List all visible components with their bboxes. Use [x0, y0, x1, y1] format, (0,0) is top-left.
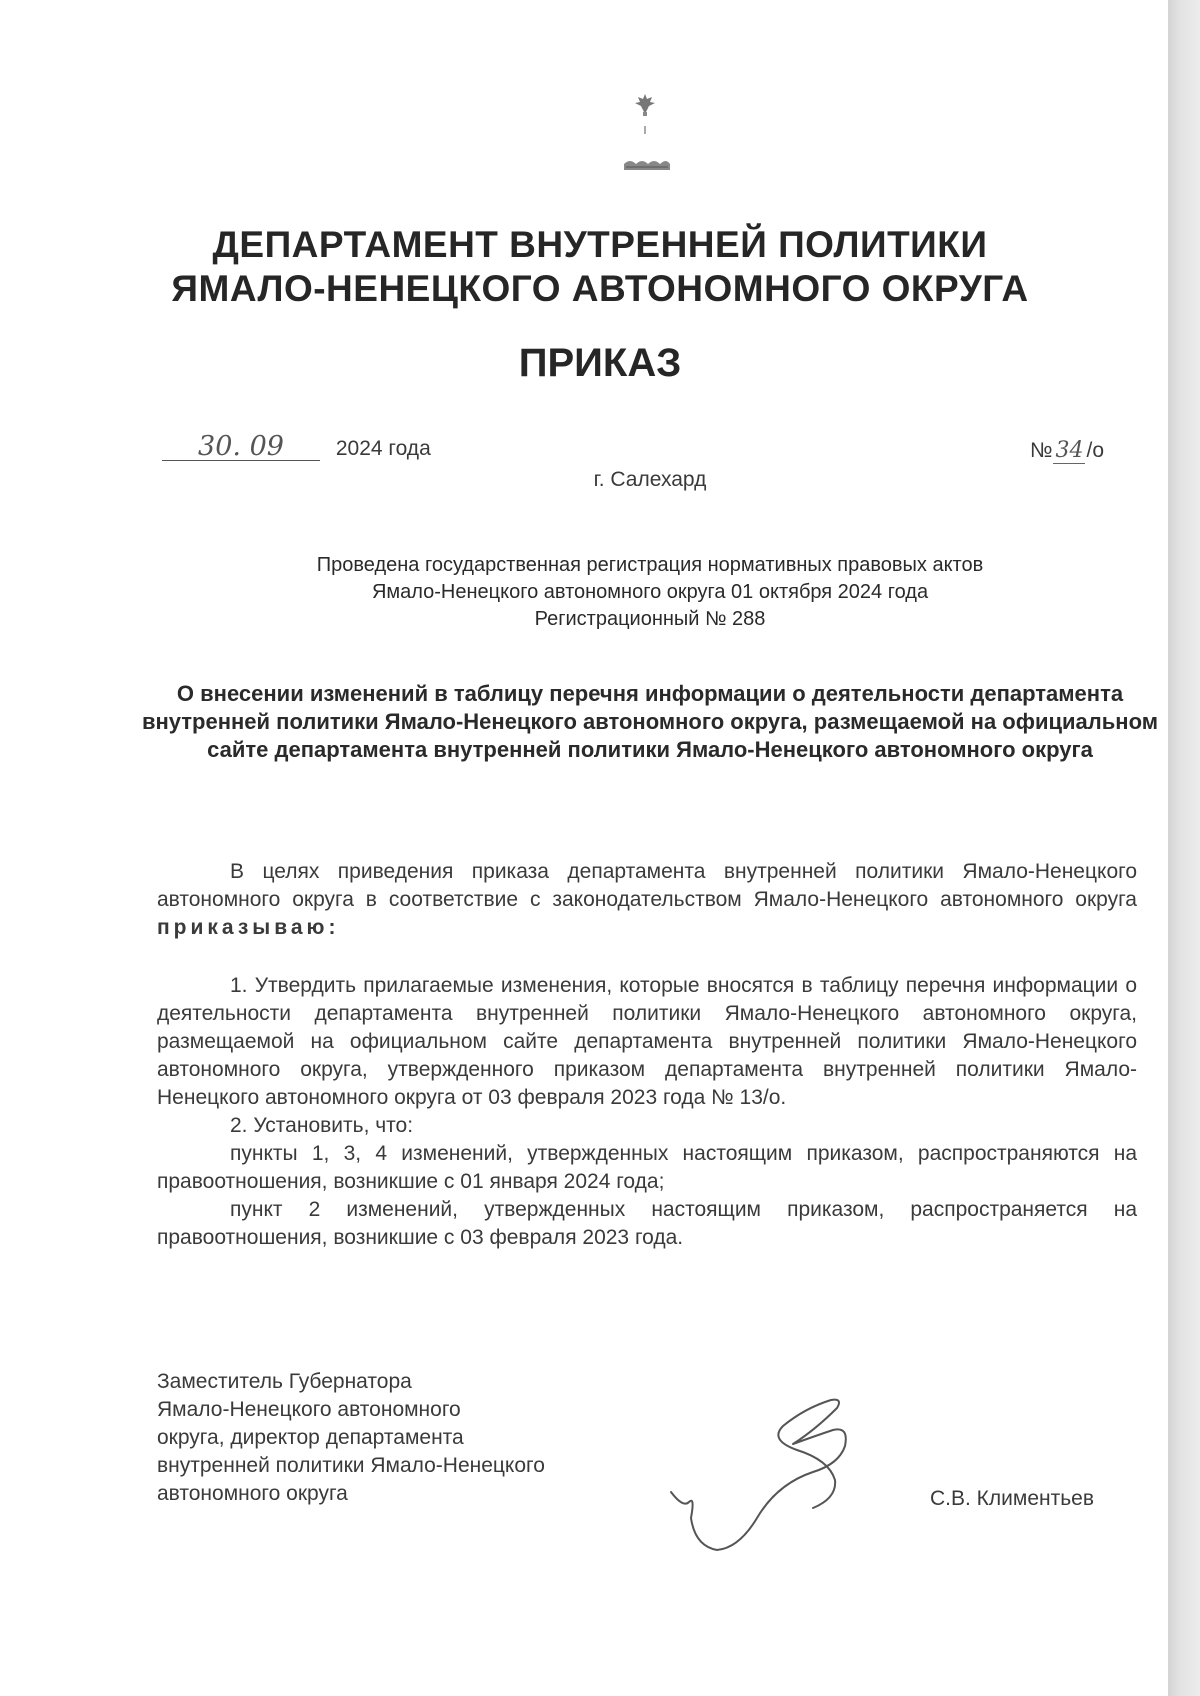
document-date: [162, 431, 431, 462]
document-type: ПРИКАЗ: [518, 341, 682, 385]
document-number: [1030, 438, 1104, 464]
order-word: приказываю:: [157, 916, 340, 939]
number-prefix: №: [1029, 439, 1053, 462]
coat-of-arms-icon: [610, 88, 680, 183]
department-name-line1: ДЕПАРТАМЕНТ ВНУТРЕННЕЙ ПОЛИТИКИ: [212, 224, 988, 265]
order-item-2a: пункты 1, 3, 4 изменений, утвержденных настоящим приказом, распространяются на правоотношения, возникшие с 01 января 2024 года;: [157, 1142, 1137, 1193]
signer-title-line: внутренней политики Ямало-Ненецкого: [157, 1454, 545, 1477]
registration-note: [150, 552, 1150, 633]
signer-title-line: округа, директор департамента: [157, 1426, 464, 1449]
page-edge-shadow: [1168, 0, 1200, 1696]
signer-title-line: Заместитель Губернатора: [157, 1370, 412, 1393]
preamble-paragraph: [157, 858, 1137, 942]
number-suffix: /о: [1086, 439, 1104, 462]
registration-line: Проведена государственная регистрация нормативных правовых актов: [316, 554, 984, 576]
handwritten-signature: [665, 1368, 895, 1558]
order-items: [157, 972, 1137, 1252]
department-name-line2: ЯМАЛО-НЕНЕЦКОГО АВТОНОМНОГО ОКРУГА: [171, 268, 1029, 309]
document-subject: О внесении изменений в таблицу перечня информации о деятельности департамента внутренней политики Ямало-Ненецкого автономного округа, размещаемой на официальном сайте департамента внутренней политики Ямало-Ненецкого автономного округа: [141, 681, 1159, 762]
signer-title-line: Ямало-Ненецкого автономного: [157, 1398, 461, 1421]
registration-line: Ямало-Ненецкого автономного округа 01 октября 2024 года: [371, 581, 929, 603]
date-year: 2024 года: [335, 437, 431, 460]
order-item-2b: пункт 2 изменений, утвержденных настоящим приказом, распространяется на правоотношения, возникшие с 03 февраля 2023 года.: [157, 1198, 1137, 1249]
handwritten-number: 34: [1055, 438, 1084, 463]
signer-title-line: автономного округа: [157, 1482, 348, 1505]
order-item-2: 2. Установить, что:: [230, 1114, 414, 1137]
order-item-1: 1. Утвердить прилагаемые изменения, которые вносятся в таблицу перечня информации о деятельности департамента внутренней политики Ямало-Ненецкого автономного округа, размещаемой на официальном сайте департамента внутренней политики Ямало-Ненецкого автономного округа, утвержденного приказом департамента внутренней политики Ямало-Ненецкого автономного округа от 03 февраля 2023 года № 13/о.: [157, 974, 1137, 1109]
signer-title: [157, 1368, 677, 1508]
signer-name: С.В. Климентьев: [929, 1487, 1094, 1510]
handwritten-date: 30. 09: [162, 434, 320, 461]
preamble-text: В целях приведения приказа департамента внутренней политики Ямало-Ненецкого автономного округа в соответствие с законодательством Ямало-Ненецкого автономного округа: [157, 860, 1137, 911]
registration-number: Регистрационный № 288: [534, 608, 766, 630]
city: г. Салехард: [593, 468, 707, 491]
